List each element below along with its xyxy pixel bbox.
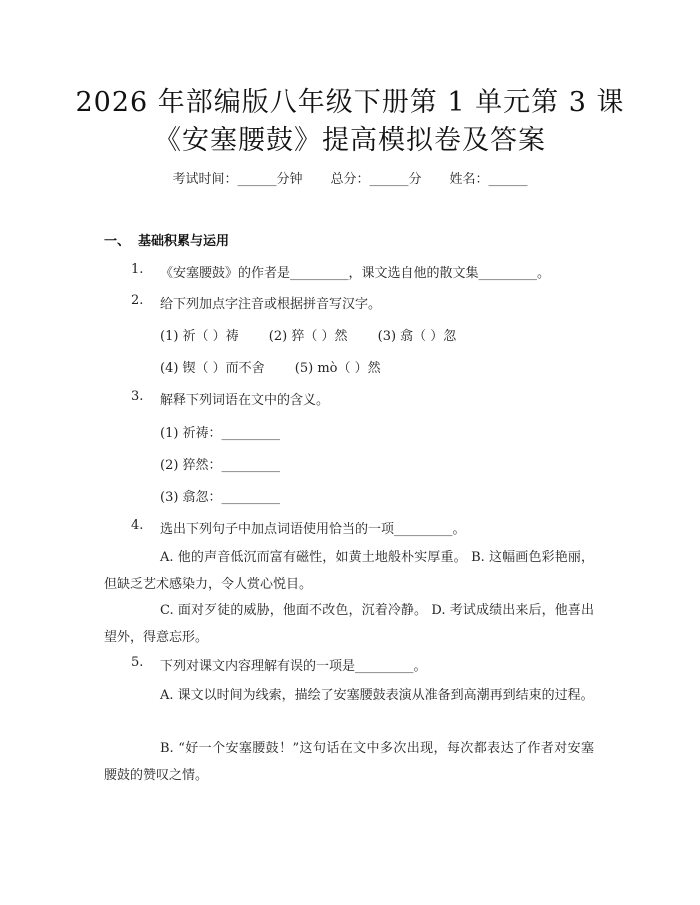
question-4-options-ab: A. 他的声音低沉而富有磁性，如黄土地般朴实厚重。 B. 这幅画色彩艳丽，但缺乏艺术感染力，令人赏心悦目。 xyxy=(104,550,594,592)
question-1-number: 1. xyxy=(131,262,144,277)
question-2-row-2: (4) 锲（ ）而不舍 (5) mò（ ）然 xyxy=(160,361,381,376)
question-3-text: 解释下列词语在文中的含义。 xyxy=(160,393,330,408)
question-2-text: 给下列加点字注音或根据拼音写汉字。 xyxy=(160,297,382,312)
question-1-text: 《安塞腰鼓》的作者是_________，课文选自他的散文集_________。 xyxy=(160,266,551,281)
total-score-field: 总分：______分 xyxy=(330,172,422,187)
question-5-option-a: A. 课文以时间为线索，描绘了安塞腰鼓表演从准备到高潮再到结束的过程。 xyxy=(160,688,594,703)
section-title: 基础积累与运用 xyxy=(138,234,230,249)
question-4-number: 4. xyxy=(131,518,144,533)
question-5-number: 5. xyxy=(131,655,144,670)
page-title-line1: 2026 年部编版八年级下册第 1 单元第 3 课 xyxy=(75,87,625,118)
question-3-number: 3. xyxy=(131,389,144,404)
question-3-item-3: (3) 翕忽：_________ xyxy=(160,490,281,505)
section-number: 一、 xyxy=(104,234,131,249)
student-name-field: 姓名：______ xyxy=(449,172,528,187)
exam-time-field: 考试时间：______分钟 xyxy=(172,172,303,187)
question-5-option-b: B. “好一个安塞腰鼓！”这句话在文中多次出现，每次都表达了作者对安塞腰鼓的赞叹之情。 xyxy=(104,741,594,783)
question-4-options-cd: C. 面对歹徒的威胁，他面不改色，沉着冷静。 D. 考试成绩出来后，他喜出望外，得意忘形。 xyxy=(104,603,594,645)
question-3-item-1: (1) 祈祷：_________ xyxy=(160,426,281,441)
exam-info xyxy=(0,168,700,187)
question-2-row-1: (1) 祈（ ）祷 (2) 猝（ ）然 (3) 翕（ ）忽 xyxy=(160,329,457,344)
page-title-line2: 《安塞腰鼓》提高模拟卷及答案 xyxy=(154,125,546,156)
question-4-text: 选出下列句子中加点词语使用恰当的一项_________。 xyxy=(160,522,466,537)
question-5-text: 下列对课文内容理解有误的一项是_________。 xyxy=(160,659,427,674)
section-heading xyxy=(104,230,229,249)
question-3-item-2: (2) 猝然：_________ xyxy=(160,458,281,473)
question-2-number: 2. xyxy=(131,293,144,308)
